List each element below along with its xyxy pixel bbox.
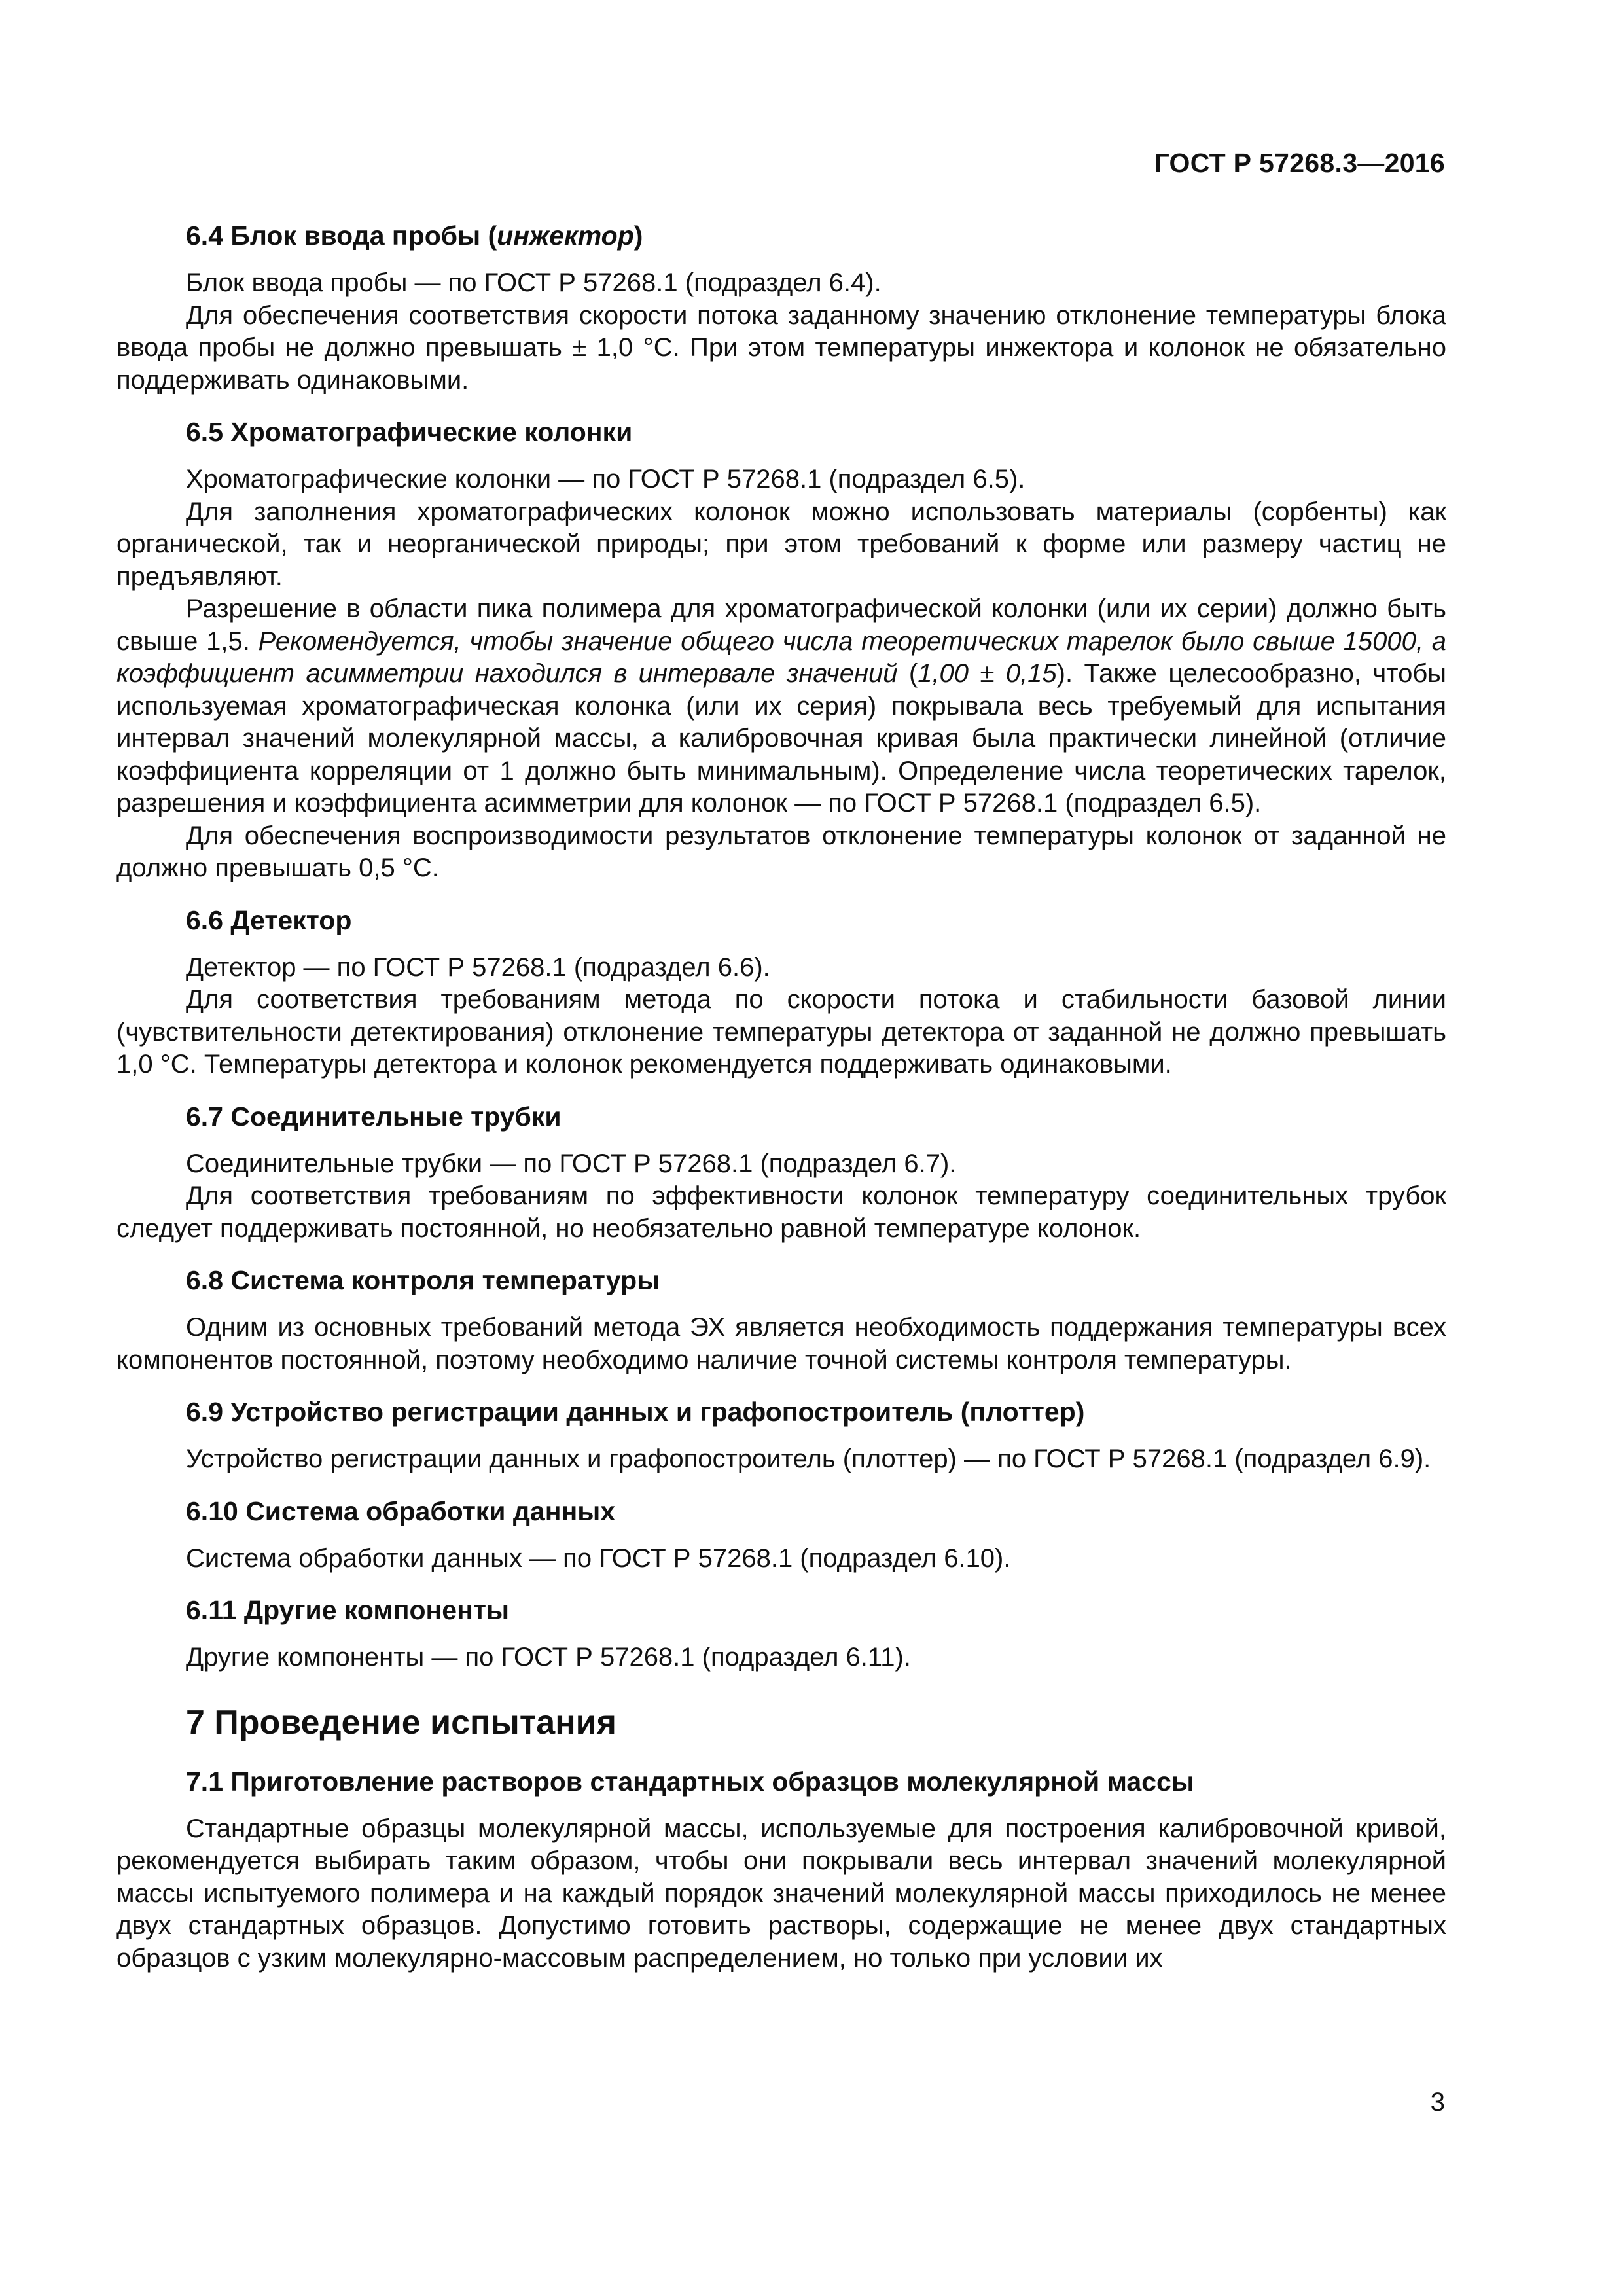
section-title-6-6: 6.6 Детектор	[186, 905, 352, 935]
section-title-6-10: 6.10 Система обработки данных	[186, 1496, 616, 1526]
section-6-8	[116, 1262, 1446, 1376]
section-6-11	[116, 1592, 1446, 1674]
paragraph-resolution: Разрешение в области пика полимера для хроматографической колонки (или их серии) должно быть свыше 1,5. Рекомендуется, чтобы значение общего числа теоретических тарелок было свыше 15000, а коэффициент асимметрии находился в интервале значений (1,00 ± 0,15). Также целесообразно, чтобы используемая хроматографическая колонка (или их серия) покрывала весь требуемый для испытания интервал значений молекулярной массы, а калибровочная кривая была практически линейной (отличие коэффициента корреляции от 1 должно быть минимальным). Определение числа теоретических тарелок, разрешения и коэффициента асимметрии для колонок — по ГОСТ Р 57268.1 (подраздел 6.5).	[116, 594, 1446, 817]
paragraph: Для заполнения хроматографических колонок можно использовать материалы (сорбенты) как органической, так и неорганической природы; при этом требований к форме или размеру частиц не предъявляют.	[116, 497, 1446, 591]
paragraph: Для соответствия требованиям по эффективности колонок температуру соединительных трубок следует поддерживать постоянной, но необязательно равной температуре колонок.	[116, 1181, 1446, 1243]
paragraph: Хроматографические колонки — по ГОСТ Р 57268.1 (подраздел 6.5).	[186, 465, 1026, 493]
paragraph: Для обеспечения воспроизводимости результатов отклонение температуры колонок от заданной не должно превышать 0,5 °С.	[116, 821, 1446, 882]
section-6-9	[116, 1393, 1446, 1476]
section-title-6-11: 6.11 Другие компоненты	[186, 1595, 509, 1625]
paragraph: Система обработки данных — по ГОСТ Р 57268.1 (подраздел 6.10).	[186, 1543, 1011, 1573]
section-title-6-8: 6.8 Система контроля температуры	[186, 1265, 660, 1295]
paragraph: Для соответствия требованиям метода по скорости потока и стабильности базовой линии (чувствительности детектирования) отклонение температуры детектора от заданной не должно превышать 1,0 °С. Температуры детектора и колонок рекомендуется поддерживать одинаковыми.	[116, 985, 1446, 1079]
section-6-10	[116, 1493, 1446, 1575]
section-title-6-5: 6.5 Хроматографические колонки	[186, 417, 633, 447]
section-title-6-7: 6.7 Соединительные трубки	[186, 1101, 562, 1132]
chapter-title-7: 7 Проведение испытания	[186, 1703, 616, 1742]
paragraph: Соединительные трубки — по ГОСТ Р 57268.1 (подраздел 6.7).	[186, 1149, 957, 1178]
paragraph: Детектор — по ГОСТ Р 57268.1 (подраздел 6.6).	[186, 952, 770, 982]
page-number: 3	[1430, 2088, 1445, 2117]
section-6-6	[116, 902, 1446, 1081]
paragraph: Блок ввода пробы — по ГОСТ Р 57268.1 (подраздел 6.4).	[186, 268, 882, 297]
paragraph: Стандартные образцы молекулярной массы, используемые для построения калибровочной кривой, рекомендуется выбирать таким образом, чтобы они покрывали весь интервал значений молекулярной массы испытуемого полимера и на каждый порядок значений молекулярной массы приходилось не менее двух стандартных образцов. Допустимо готовить растворы, содержащие не менее двух стандартных образцов с узким молекулярно-массовым распределением, но только при условии их	[116, 1814, 1446, 1973]
section-title-6-9: 6.9 Устройство регистрации данных и графопостроитель (плоттер)	[186, 1397, 1085, 1427]
section-6-7	[116, 1098, 1446, 1246]
paragraph: Другие компоненты — по ГОСТ Р 57268.1 (подраздел 6.11).	[186, 1643, 911, 1672]
section-6-4	[116, 217, 1446, 397]
page-content	[116, 217, 1446, 1975]
section-6-5	[116, 414, 1446, 885]
section-title-7-1: 7.1 Приготовление растворов стандартных образцов молекулярной массы	[186, 1766, 1194, 1797]
chapter-7	[116, 1702, 1446, 1975]
document-header: ГОСТ Р 57268.3—2016	[1154, 148, 1445, 178]
paragraph: Для обеспечения соответствия скорости потока заданному значению отклонение температуры блока ввода пробы не должно превышать ± 1,0 °С. При этом температуры инжектора и колонок не обязательно поддерживать одинаковыми.	[116, 300, 1446, 395]
section-title-6-4: 6.4 Блок ввода пробы (инжектор)	[186, 221, 643, 251]
paragraph: Одним из основных требований метода ЭХ является необходимость поддержания температуры всех компонентов постоянной, поэтому необходимо наличие точной системы контроля температуры.	[116, 1313, 1446, 1374]
paragraph: Устройство регистрации данных и графопостроитель (плоттер) — по ГОСТ Р 57268.1 (подраздел 6.9).	[186, 1444, 1431, 1473]
